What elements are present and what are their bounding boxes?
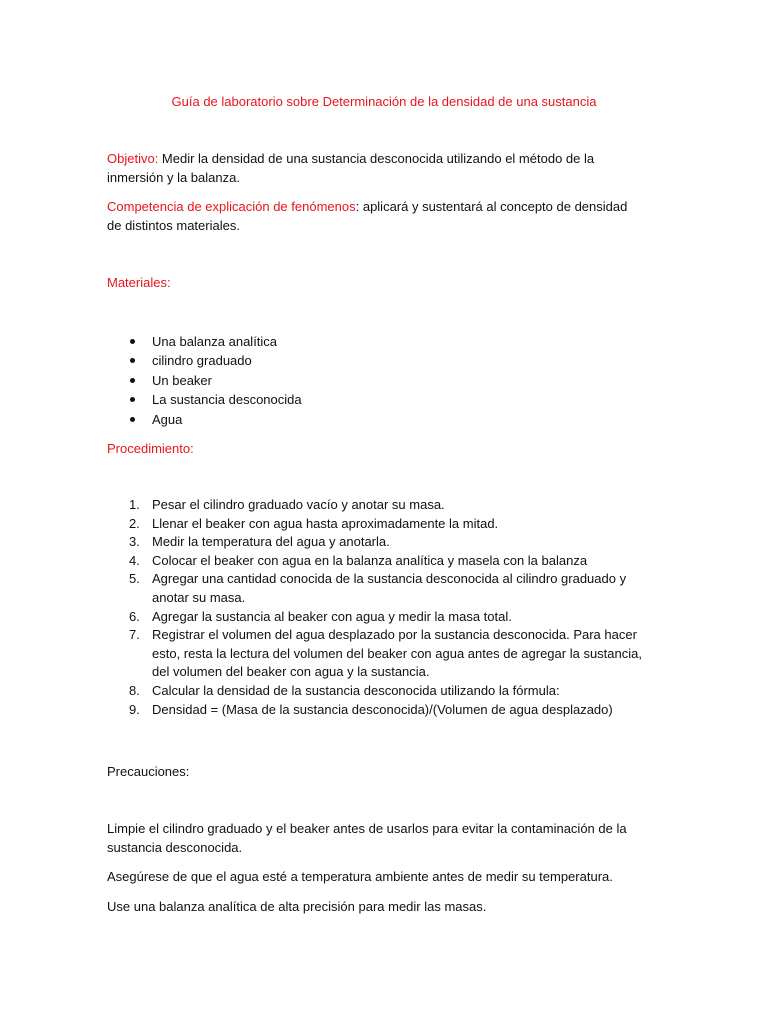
competence-label: Competencia de explicación de fenómenos <box>107 199 356 214</box>
step-number: 1. <box>129 497 140 512</box>
list-item <box>107 351 607 370</box>
material-item-label: Una balanza analítica <box>152 334 278 349</box>
bullet-icon <box>130 358 135 363</box>
step-number: 4. <box>129 552 140 568</box>
step-number: 6. <box>129 608 140 624</box>
precaution-paragraph: Asegúrese de que el agua esté a temperatura ambiente antes de medir su temperatura. <box>107 869 613 884</box>
list-item <box>107 533 647 552</box>
step-text: Pesar el cilindro graduado vacío y anotar su masa. <box>152 497 445 512</box>
step-text: Medir la temperatura del agua y anotarla. <box>152 534 390 550</box>
list-item <box>107 701 647 720</box>
procedure-heading: Procedimiento: <box>107 441 194 456</box>
objective-text: Medir la densidad de una sustancia desconocida utilizando el método de la inmersión y la balanza. <box>107 151 595 185</box>
competence-text: : aplicará y sustentará al concepto de densidad de distintos materiales. <box>107 199 628 233</box>
list-item <box>107 552 647 571</box>
step-number: 3. <box>129 534 140 550</box>
material-item-label: cilindro graduado <box>152 353 252 369</box>
materials-heading: Materiales: <box>107 275 171 290</box>
step-text: Calcular la densidad de la sustancia desconocida utilizando la fórmula: <box>152 682 560 698</box>
list-item <box>107 371 607 390</box>
step-text: Densidad = (Masa de la sustancia desconocida)/(Volumen de agua desplazado) <box>152 701 613 717</box>
list-item <box>107 390 607 409</box>
material-item-label: Agua <box>152 411 183 427</box>
objective-label: Objetivo: <box>107 151 159 166</box>
material-item-label: Un beaker <box>152 372 212 388</box>
competence-paragraph <box>107 198 637 235</box>
materials-list <box>107 332 607 429</box>
step-text: Agregar la sustancia al beaker con agua y medir la masa total. <box>152 608 512 624</box>
step-number: 7. <box>129 627 140 643</box>
list-item <box>107 410 607 429</box>
step-text: Agregar una cantidad conocida de la sustancia desconocida al cilindro graduado y anotar su masa. <box>152 571 627 605</box>
step-number: 9. <box>129 701 140 717</box>
bullet-icon <box>130 417 135 422</box>
list-item <box>107 682 647 701</box>
list-item <box>107 515 647 534</box>
precaution-paragraph: Use una balanza analítica de alta precisión para medir las masas. <box>107 899 487 914</box>
document-title: Guía de laboratorio sobre Determinación de la densidad de una sustancia <box>171 94 597 109</box>
precautions-heading: Precauciones: <box>107 764 190 779</box>
bullet-icon <box>130 339 135 344</box>
bullet-icon <box>130 378 135 383</box>
bullet-icon <box>130 397 135 402</box>
material-item-label: La sustancia desconocida <box>152 392 302 408</box>
precaution-paragraph: Limpie el cilindro graduado y el beaker antes de usarlos para evitar la contaminación de la sustancia desconocida. <box>107 821 627 855</box>
step-text: Llenar el beaker con agua hasta aproximadamente la mitad. <box>152 515 499 531</box>
list-item <box>107 626 647 682</box>
objective-paragraph <box>107 150 637 187</box>
step-number: 5. <box>129 571 140 587</box>
step-number: 8. <box>129 682 140 698</box>
list-item <box>107 496 647 515</box>
list-item <box>107 608 647 627</box>
step-text: Colocar el beaker con agua en la balanza analítica y masela con la balanza <box>152 552 588 568</box>
list-item <box>107 332 607 351</box>
step-number: 2. <box>129 515 140 531</box>
list-item <box>107 570 647 607</box>
step-text: Registrar el volumen del agua desplazado por la sustancia desconocida. Para hacer esto, resta la lectura del volumen del beaker con agua antes de agregar la sustancia, del volumen del beaker con agua y la sustancia. <box>152 627 642 680</box>
procedure-list <box>107 496 647 719</box>
